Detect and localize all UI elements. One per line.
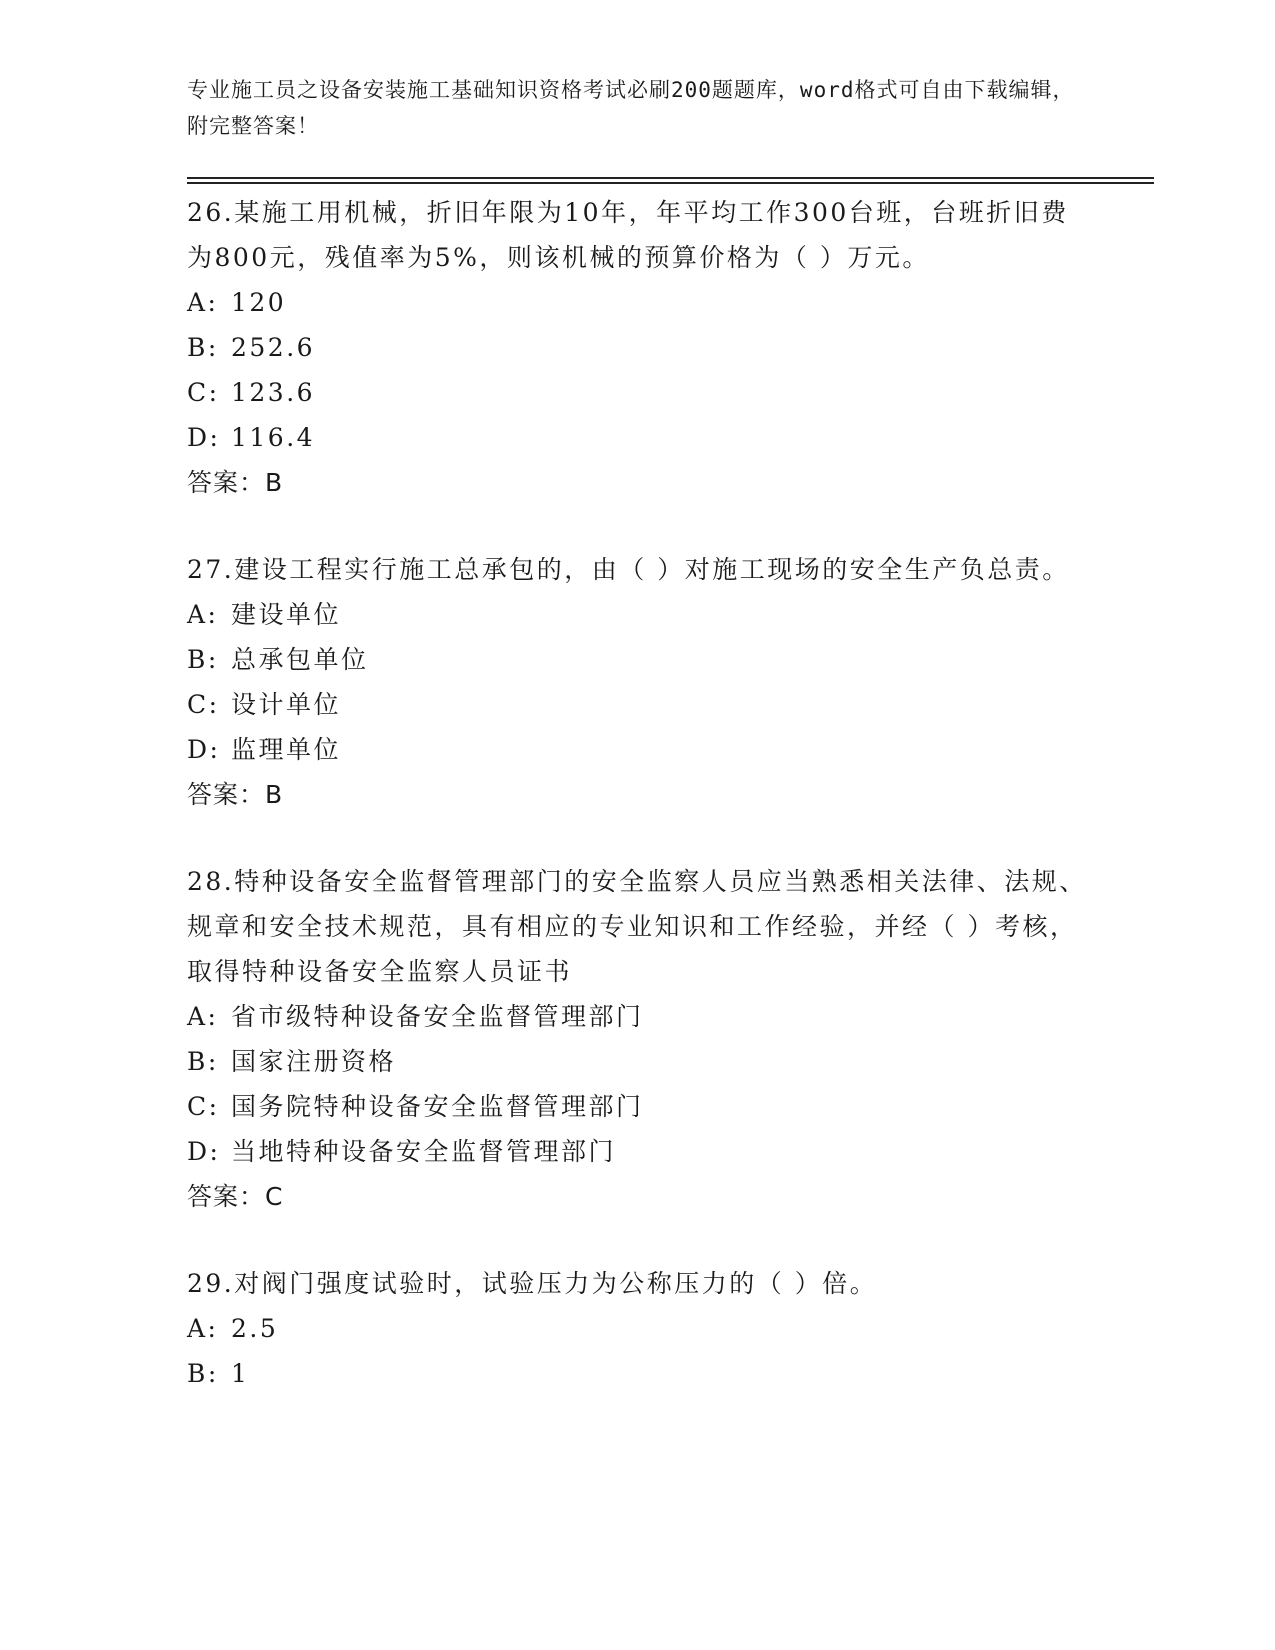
- header-divider-top: [187, 177, 1154, 179]
- question-27: [187, 547, 1087, 817]
- answer-line: 答案：C: [187, 1182, 284, 1211]
- option-key: A:: [187, 288, 219, 317]
- option-a: [187, 1306, 1087, 1351]
- option-text: 120: [231, 288, 287, 317]
- option-key: A:: [187, 600, 219, 629]
- option-text: 123.6: [231, 378, 316, 407]
- option-text: 2.5: [231, 1314, 279, 1343]
- option-b: [187, 325, 1087, 370]
- option-text: 设计单位: [231, 690, 342, 719]
- option-key: C:: [187, 378, 220, 407]
- option-a: [187, 994, 1087, 1039]
- option-text: 国家注册资格: [231, 1047, 397, 1076]
- question-stem: 29.对阀门强度试验时，试验压力为公称压力的（ ）倍。: [187, 1269, 878, 1298]
- option-list: [187, 280, 1087, 460]
- option-key: D:: [187, 1137, 221, 1166]
- option-b: [187, 1039, 1087, 1084]
- option-d: [187, 1129, 1087, 1174]
- option-key: D:: [187, 735, 221, 764]
- option-list: [187, 1306, 1087, 1396]
- question-stem: 28.特种设备安全监督管理部门的安全监察人员应当熟悉相关法律、法规、规章和安全技术规范，具有相应的专业知识和工作经验，并经（ ）考核，取得特种设备安全监察人员证书: [187, 867, 1087, 986]
- document-intro: 专业施工员之设备安装施工基础知识资格考试必刷200题题库，word格式可自由下载编辑，附完整答案！: [187, 78, 1075, 138]
- option-key: B:: [187, 645, 219, 674]
- option-key: A:: [187, 1314, 219, 1343]
- option-key: B:: [187, 1359, 219, 1388]
- option-text: 省市级特种设备安全监督管理部门: [231, 1002, 644, 1031]
- option-a: [187, 280, 1087, 325]
- question-stem: 26.某施工用机械，折旧年限为10年，年平均工作300台班，台班折旧费为800元，残值率为5%，则该机械的预算价格为（ ）万元。: [187, 198, 1069, 272]
- option-list: [187, 592, 1087, 772]
- option-text: 当地特种设备安全监督管理部门: [231, 1137, 617, 1166]
- option-text: 监理单位: [231, 735, 342, 764]
- option-text: 建设单位: [231, 600, 342, 629]
- option-key: B:: [187, 333, 219, 362]
- option-key: B:: [187, 1047, 219, 1076]
- option-a: [187, 592, 1087, 637]
- option-b: [187, 637, 1087, 682]
- header-divider-bottom: [187, 182, 1154, 184]
- option-c: [187, 1084, 1087, 1129]
- option-list: [187, 994, 1087, 1174]
- answer-line: 答案：B: [187, 468, 284, 497]
- option-text: 1: [231, 1359, 250, 1388]
- option-text: 252.6: [231, 333, 316, 362]
- option-key: C:: [187, 1092, 220, 1121]
- option-text: 116.4: [231, 423, 316, 452]
- option-d: [187, 727, 1087, 772]
- option-d: [187, 415, 1087, 460]
- option-text: 总承包单位: [231, 645, 369, 674]
- answer-line: 答案：B: [187, 780, 284, 809]
- option-key: D:: [187, 423, 221, 452]
- question-29: [187, 1261, 1087, 1396]
- option-c: [187, 682, 1087, 727]
- question-stem: 27.建设工程实行施工总承包的，由（ ）对施工现场的安全生产负总责。: [187, 555, 1070, 584]
- option-text: 国务院特种设备安全监督管理部门: [231, 1092, 644, 1121]
- option-b: [187, 1351, 1087, 1396]
- option-key: C:: [187, 690, 220, 719]
- option-key: A:: [187, 1002, 219, 1031]
- question-list: [187, 190, 1087, 1396]
- question-28: [187, 859, 1087, 1219]
- question-26: [187, 190, 1087, 505]
- option-c: [187, 370, 1087, 415]
